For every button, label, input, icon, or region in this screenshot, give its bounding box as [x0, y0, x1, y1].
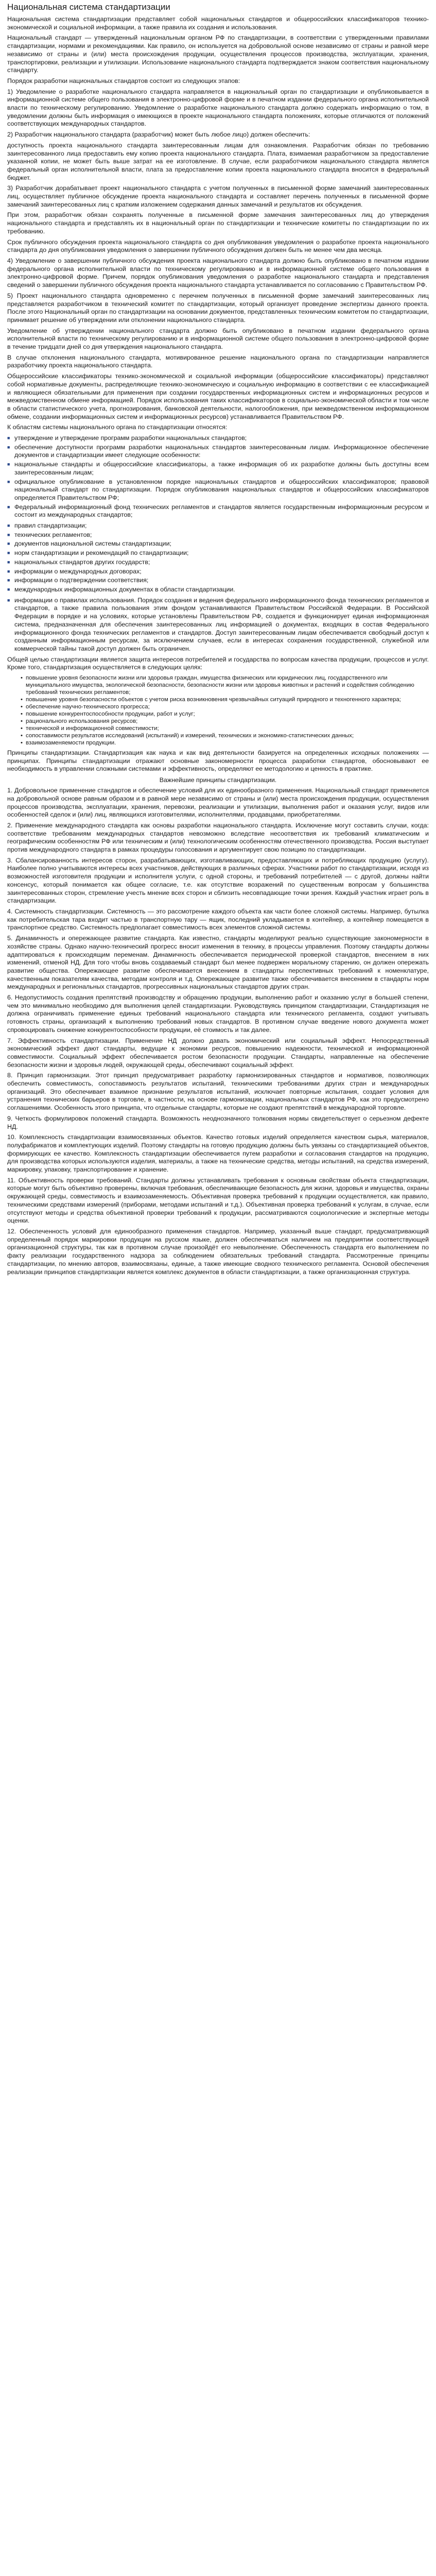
paragraph: При этом, разработчик обязан сохранять полученные в письменной форме замечания заинтересованных лиц до утверждения национального стандарта и представлять их в национальный орган по стандартизации и технические комитеты по стандартизации по их требованию. — [7, 211, 429, 235]
paragraph: Национальная система стандартизации представляет собой национальных стандартов и общероссийских классификаторов технико-экономической и социальной информации, а также правила их создания и использования. — [7, 15, 429, 31]
paragraph: 10. Комплексность стандартизации взаимосвязанных объектов. Качество готовых изделий определяется качеством сырья, материалов, полуфабрикатов и комплектующих изделий. Поэтому стандарты на готовую продукцию должны быть увязаны со стандартизацией объектов, формирующих ее качество. Комплексность стандартизации обеспечивается путем разработки и согласования стандартов на продукцию, для производства которых используются изделия, материалы, а также на технические средства, методы испытаний, на средства измерений, маркировку, упаковку, транспортирование и хранение. — [7, 1133, 429, 1174]
paragraph: 11. Объективность проверки требований. Стандарты должны устанавливать требования к основным свойствам объекта стандартизации, которые могут быть объективно проверены, включая требования, обеспечивающие безопасность для жизни, здоровья и имущества, охраны окружающей среды, совместимость и взаимозаменяемость. Объективная проверка требований к продукции осуществляется, как правило, техническими средствами измерений (приборами, методами испытаний и т.д.). Объективная проверка требований к услугам, в случае, если отсутствуют методы и средства объективной проверки требований к продукции, рассматриваются социологические и экспертные методы оценки. — [7, 1176, 429, 1225]
list-item: ■ информации о международных договорах; — [7, 568, 429, 576]
list-item: • технической и информационной совместимости; — [21, 725, 429, 732]
paragraph: Уведомление об утверждении национального стандарта должно быть опубликовано в печатном издании федерального органа исполнительной власти по техническому регулированию и в информационной системе общего пользования в электронно-цифровой форме в течение тридцати дней со дня утверждения национального стандарта. — [7, 327, 429, 351]
paragraph: 4. Системность стандартизации. Системность — это рассмотрение каждого объекта как части более сложной системы. Например, бутылка как потребительская тара входит частью в транспортную тару — ящик, последний укладывается в контейнер, а контейнер помещается в транспортное средство. Системность предполагает совместимость всех элементов сложной системы. — [7, 907, 429, 931]
list-item: ■ информации о правилах использования. Порядок создания и ведения федерального информационного фонда технических регламентов и стандартов, а также правила пользования этим фондом устанавливаются Правительством Российской Федерации. В Российской Федерации в порядке и на условиях, которые установлены Правительством РФ, создается и функционирует единая информационная система, предназначенная для обеспечения заинтересованных лиц информацией о документах, входящих в состав Федерального информационного фонда технических регламентов и стандартов. Доступ заинтересованным лицам обеспечивается свободный доступ к созданным информационным ресурсам, за исключением случаев, если в интересах сохранения государственной, служебной или коммерческой тайны такой доступ должен быть ограничен. — [7, 597, 429, 653]
list-item: • взаимозаменяемости продукции. — [21, 739, 429, 747]
document-page — [0, 0, 436, 1284]
paragraph: 9. Четкость формулировок положений стандарта. Возможность неоднозначного толкования нормы свидетельствует о серьезном дефекте НД. — [7, 1114, 429, 1130]
bullet-list — [7, 522, 429, 594]
list-item: ■ международных информационных документах в области стандартизации. — [7, 586, 429, 594]
paragraph: К областям системы национального органа по стандартизации относятся: — [7, 423, 228, 431]
bullet-list — [7, 434, 429, 519]
paragraph: 7. Эффективность стандартизации. Применение НД должно давать экономический или социальный эффект. Непосредственный экономический эффект дают стандарты, ведущие к экономии ресурсов, повышению надежности, технической и информационной совместимости. Социальный эффект обеспечивается ростом безопасности продукции. Стандарты, направленные на обеспечение безопасности жизни и здоровья людей, окружающей среды, обеспечивают социальный эффект. — [7, 1037, 429, 1069]
paragraph: В случае отклонения национального стандарта, мотивированное решение национального органа по стандартизации направляется разработчику проекта национального стандарта. — [7, 353, 429, 369]
paragraph: Общероссийские классификаторы технико-экономической и социальной информации (общероссийские классификаторы) представляют собой нормативные документы, распределяющие технико-экономическую и социальную информацию в соответствии с ее классификацией и являющиеся обязательными для применения при создании государственных информационных систем и информационных ресурсов и межведомственном обмене информацией. Порядок использования таких классификаторов в социально-экономической области и том числе в области статистического учета, прогнозирования, банковской деятельности, налогообложения, при межведомственном информационном обмене, создании информационных систем и информационных ресурсов) устанавливается Правительством РФ. — [7, 372, 429, 420]
list-item: ■ информации о подтверждении соответствия; — [7, 577, 429, 585]
sub-bullet-list — [7, 674, 429, 747]
paragraph: 3. Сбалансированность интересов сторон, разрабатывающих, изготавливающих, предоставляющих и потребляющих продукцию (услугу). Наиболее полно учитываются интересы всех участников, действующих в различных сферах. Участники работ по стандартизации, исходя из возможностей изготовителя продукции и исполнителя услуги, с одной стороны, и требований потребителей — с другой, должны найти консенсус, который понимается как общее согласие, т.е. как отсутствие возражений по существенным вопросам у большинства заинтересованных сторон, стремление учесть мнение всех сторон и сблизить несовпадающие точки зрения. Каждый участник играет роль в стандартизации. — [7, 856, 429, 905]
bullet-list — [7, 597, 429, 653]
paragraph: 3) Разработчик дорабатывает проект национального стандарта с учетом полученных в письменной форме замечаний заинтересованных лиц, осуществляет публичное обсуждение проекта национального стандарта и составляет перечень полученных в письменной форме замечаний заинтересованных лиц с кратким изложением содержания данных замечаний и результатов их обсуждения. — [7, 184, 429, 208]
paragraph: Принципы стандартизации. Стандартизация как наука и как вид деятельности базируется на определенных исходных положениях — принципах. Принципы стандартизации отражают основные закономерности процесса разработки стандартов, обосновывают ее необходимость в управлении сложными системами и эффективность, определяют ее методологию и ценность в практике. — [7, 749, 429, 773]
list-item: ■ утверждение и утверждение программ разработки национальных стандартов; — [7, 434, 429, 443]
paragraph: 8. Принцип гармонизации. Этот принцип предусматривает разработку гармонизированных стандартов и нормативов, позволяющих обеспечить совместимость, сопоставимость результатов испытаний, техническими требованиями других стран и международных организаций. Это обеспечивает взаимное признание результатов испытаний, исключает повторные испытания, создает условия для устранения технических барьеров в торговле, в частности, на основе гармонизации, национальных стандартов РФ, как это предусмотрено соглашениями. Особенность этого принципа, что отдельные стандарты, которые не создают препятствий в международной торговле. — [7, 1072, 429, 1112]
paragraph: 5. Динамичность и опережающее развитие стандарта. Как известно, стандарты моделируют реально существующие закономерности в хозяйстве страны. Однако научно-технический прогресс вносит изменения в технику, в процессы управления. Поэтому стандарты должны адаптироваться к происходящим переменам. Динамичность обеспечивается периодической проверкой стандартов, внесением в них изменений, отменой НД. Для того чтобы вновь создаваемый стандарт был менее подвержен моральному старению, он должен опережать развитие общества. Опережающее развитие обеспечивается внесением в стандарты перспективных требований к номенклатуре, качественным показателям качества, методам контроля и т.д. Опережающее развитие также обеспечивается внесением в стандарты норм международных и региональных стандартов, прогрессивных национальных стандартов других стран. — [7, 935, 429, 991]
paragraph: Общей целью стандартизации является защита интересов потребителей и государства по вопросам качества продукции, процессов и услуг. Кроме того, стандартизация осуществляется в следующих целях: — [7, 655, 429, 671]
paragraph: 12. Обеспеченность условий для единообразного применения стандартов. Например, указанный выше стандарт, предусматривающий определенный порядок маркировки продукции на русском языке, должен обеспечиваться наличием на предприятии соответствующей организационной структуры, так как в противном случае произойдёт его невыполнение. Обеспеченность стандарта его выполнением по факту реализации государственного надзора за соблюдением обязательных требований стандарта. Рассмотренные принципы стандартизации, по мнению авторов, взаимосвязаны, единые, а также имеющие сводного технического регламента. Основой обеспечения реализации принципов стандартизации является комплекс документов в области стандартизации, а также организационная структура. — [7, 1228, 429, 1276]
list-item: • повышение уровня безопасности жизни или здоровья граждан, имущества физических или юридических лиц, государственного или муниципального имущества, экологической безопасности, безопасности жизни или здоровья животных и растений и содействия соблюдению требований технических регламентов; — [21, 674, 429, 696]
paragraph: 6. Недопустимость создания препятствий производству и обращению продукции, выполнению работ и оказанию услуг в большей степени, чем это минимально необходимо для выполнения целей стандартизации. Руководствуясь принципом стандартизации, Стандартизация не должна ограничивать применение единых требований национального стандарта или технического регламента, создают учитывать готовность страны, организаций к выполнению требований новых стандартов. В противном случае введение нового документа может спровоцировать снижение конкурентоспособности продукции, её стоимость и так далее. — [7, 994, 429, 1033]
document-body — [7, 15, 429, 1276]
page-title: Национальная система стандартизации — [7, 2, 170, 12]
list-item: ■ обеспечение доступности программ разработки национальных стандартов заинтересованным лицам. Информационное обеспечение документов и стандартизации имеет следующие особенности: — [7, 444, 429, 460]
paragraph: Национальный стандарт — утвержденный национальным органом РФ по стандартизации, в соответствии с утвержденными правилами стандартизации, нормами и рекомендациями. Как правило, он используется на добровольной основе независимо от страны и равной мере независимо от страны и (или) места происхождения продукции, осуществления процессов производства, эксплуатации, хранения, транспортировки, реализации и утилизации. Использование национального стандарта подтверждается знаком соответствия национальному стандарту. — [7, 34, 429, 74]
paragraph: 1) Уведомление о разработке национального стандарта направляется в национальный орган по стандартизации и опубликовывается в информационной системе общего пользования в электронно-цифровой форме и в печатном издании федерального органа исполнительной власти по техническому регулированию. Уведомление о разработке национального стандарта должно содержать информацию о том, в уведомлении должны быть информация о имеющихся в проекте национального стандарта положениях, которые отличаются от положений соответствующих международных стандартов. — [7, 88, 429, 128]
paragraph: 1. Добровольное применение стандартов и обеспечение условий для их единообразного применения. Национальный стандарт применяется на добровольной основе равным образом и в равной мере независимо от страны и (или) места происхождения продукции, осуществления процессов производства, эксплуатации, хранения, перевозки, реализации и утилизации, выполнения работ и оказания услуг, видов или особенностей сделок и (или) лиц, являющихся изготовителями, исполнителями, продавцами, приобретателями. — [7, 787, 429, 819]
paragraph: Срок публичного обсуждения проекта национального стандарта со дня опубликования уведомления о разработке проекта национального стандарта до дня опубликования уведомления о завершении публичного обсуждения должен быть не менее чем два месяца. — [7, 238, 429, 254]
paragraph: доступность проекта национального стандарта заинтересованным лицам для ознакомления. Разработчик обязан по требованию заинтересованного лица предоставить ему копию проекта национального стандарта. Плата, взимаемая разработчиком за предоставление указанной копии, не может быть выше затрат на ее изготовление. В случае, если разработчиком национального стандарта является федеральный орган исполнительной власти, плата за предоставление копии проекта национального стандарта вносится в федеральный бюджет. — [7, 141, 429, 181]
paragraph: 2. Применение международного стандарта как основы разработки национального стандарта. Исключение могут составить случаи, когда: соответствие требованиям международных стандартов невозможно вследствие несоответствия их требований климатическим и географическим особенностям РФ или техническим и (или) технологическим особенностям отечественного производства. Россия выступает против международного стандарта в рамках процедуры голосования и аргументирует свою позицию по стандартизации. — [7, 821, 429, 854]
section-heading: Важнейшие принципы стандартизации. — [159, 776, 277, 784]
list-item: • повышение конкурентоспособности продукции, работ и услуг; — [21, 710, 429, 718]
list-item: ■ официальное опубликование в установленном порядке национальных стандартов и общероссийских классификаторов; правовой национальный стандарт по стандартизации. Порядок опубликования национальных стандартов и общероссийских классификаторов определяется Правительством РФ; — [7, 478, 429, 502]
paragraph: 5) Проект национального стандарта одновременно с перечнем полученных в письменной форме замечаний заинтересованных лиц представляется разработчиком в технический комитет по стандартизации, который организует проведение экспертизы данного проекта. После этого Национальный орган по стандартизации на основании документов, представленных техническим комитетом по стандартизации, принимает решение об утверждении или отклонении национального стандарта. — [7, 292, 429, 324]
list-item: ■ Федеральный информационный фонд технических регламентов и стандартов является государственным информационным ресурсом и состоит из международных стандартов; — [7, 503, 429, 519]
list-item: ■ технических регламентов; — [7, 531, 429, 539]
list-item: ■ норм стандартизации и рекомендаций по стандартизации; — [7, 549, 429, 557]
list-item: • повышение уровня безопасности объектов с учетом риска возникновения чрезвычайных ситуаций природного и техногенного характера; — [21, 696, 429, 703]
paragraph: Порядок разработки национальных стандартов состоит из следующих этапов: — [7, 77, 240, 84]
paragraph: 4) Уведомление о завершении публичного обсуждения проекта национального стандарта должно быть опубликовано в печатном издании федерального органа исполнительной власти по техническому регулированию и в информационной системе общего пользования в электронно-цифровой форме. Причем, порядок опубликования уведомления о разработке национального стандарта и представления сведений о завершении публичного обсуждения проекта национального стандарта устанавливается по согласованию с Правительством РФ. — [7, 257, 429, 289]
list-item: • обеспечение научно-технического прогресса; — [21, 703, 429, 710]
list-item: ■ правил стандартизации; — [7, 522, 429, 530]
paragraph: 2) Разработчик национального стандарта (разработчик) может быть любое лицо) должен обеспечить: — [7, 131, 310, 139]
list-item: • рационального использования ресурсов; — [21, 718, 429, 725]
list-item: • сопоставимости результатов исследований (испытаний) и измерений, технических и экономико-статистических данных; — [21, 732, 429, 739]
list-item: ■ национальных стандартов других государств; — [7, 558, 429, 567]
list-item: ■ национальные стандарты и общероссийские классификаторы, а также информация об их разработке должны быть доступны всем заинтересованным лицам; — [7, 461, 429, 477]
list-item: ■ документов национальной системы стандартизации; — [7, 540, 429, 548]
